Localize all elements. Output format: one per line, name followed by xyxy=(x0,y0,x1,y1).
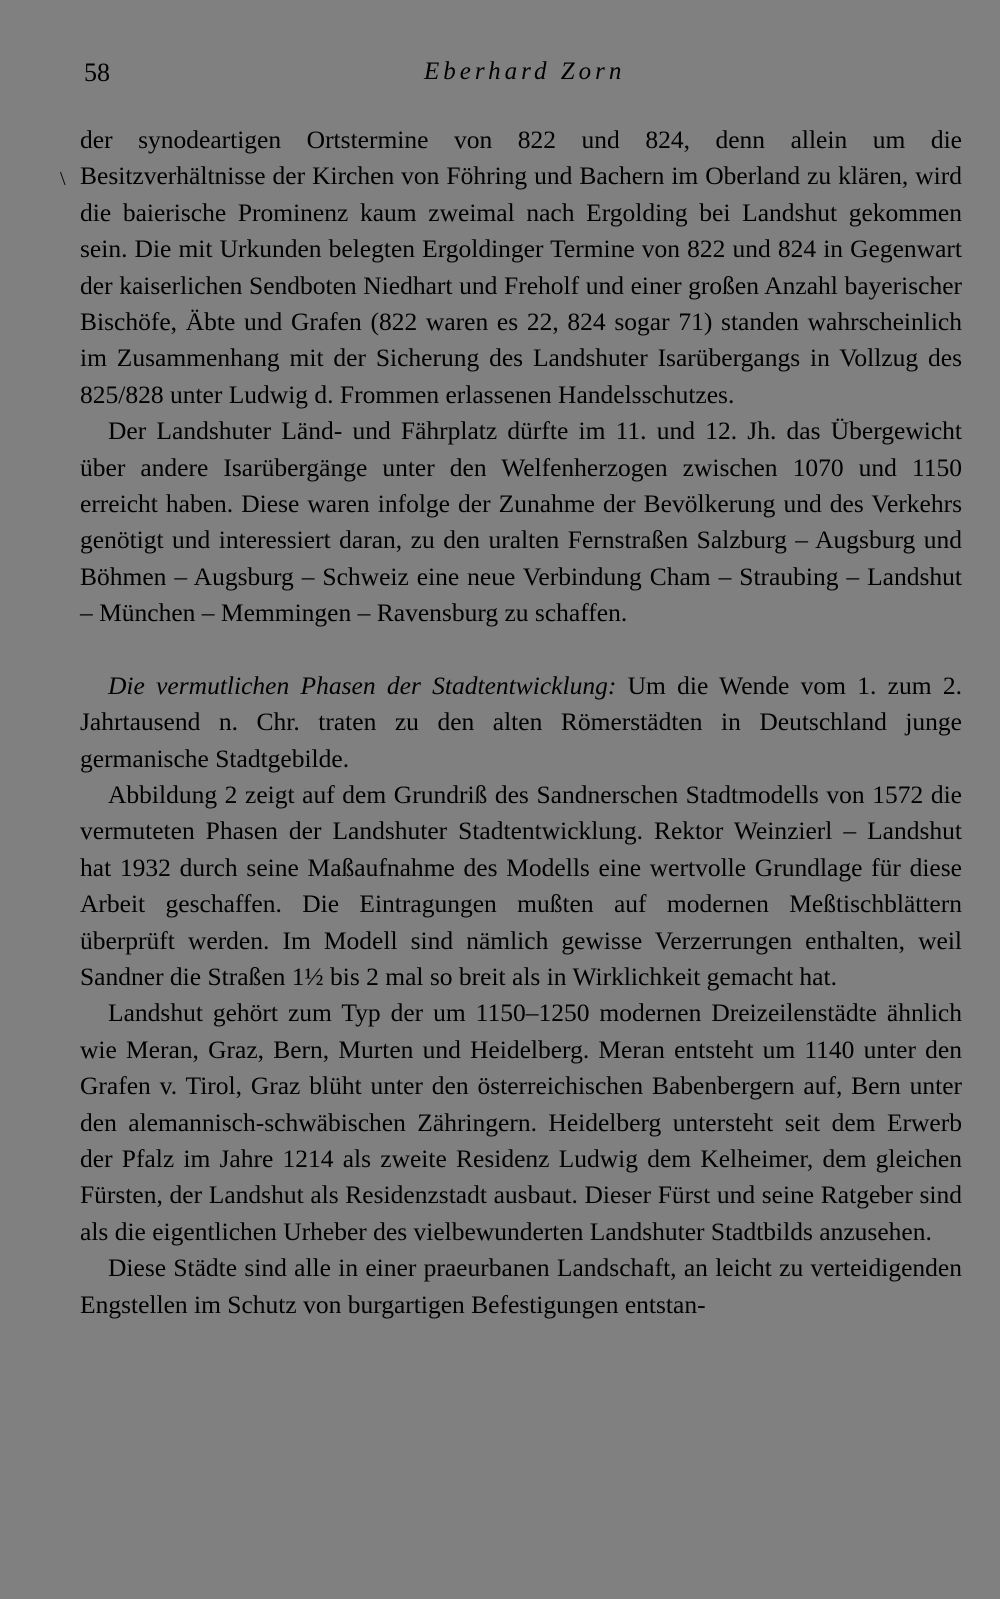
section-paragraph-phases xyxy=(80,668,962,777)
paragraph-abbildung: Abbildung 2 zeigt auf dem Grundriß des Sandnerschen Stadtmodells von 1572 die vermuteten Phasen der Landshuter Stadtentwicklung. Rektor Weinzierl – Landshut hat 1932 durch seine Maßaufnahme des Modells eine wertvolle Grundlage für diese Arbeit geschaffen. Die Eintragungen mußten auf modernen Meßtischblättern überprüft werden. Im Modell sind nämlich gewisse Verzerrungen enthalten, weil Sandner die Straßen 1½ bis 2 mal so breit als in Wirklichkeit gemacht hat. xyxy=(80,779,962,991)
section-heading: Die vermutlichen Phasen der Stadtentwicklung: xyxy=(108,670,617,700)
paragraph-praeurban: Diese Städte sind alle in einer praeurbanen Landschaft, an leicht zu verteidigenden Engstellen im Schutz von burgartigen Befestigungen entstan- xyxy=(80,1253,962,1319)
paragraph-dreizeilenstaedte: Landshut gehört zum Typ der um 1150–1250 modernen Dreizeilenstädte ähnlich wie Meran, Graz, Bern, Murten und Heidelberg. Meran entsteht um 1140 unter den Grafen v. Tirol, Graz blüht unter den österreichischen Babenbergern auf, Bern unter den alemannisch-schwäbischen Zähringern. Heidelberg untersteht seit dem Erwerb der Pfalz im Jahre 1214 als zweite Residenz Ludwig dem Kelheimer, dem gleichen Fürsten, der Landshut als Residenzstadt ausbaut. Dieser Fürst und seine Ratgeber sind als die eigentlichen Urheber des vielbewunderten Landshuter Stadtbilds anzusehen. xyxy=(80,998,962,1246)
margin-mark: \ xyxy=(60,168,66,190)
paragraph-continued: der synodeartigen Ortstermine von 822 und 824, denn allein um die Besitzverhältnisse der Kirchen von Föhring und Bachern im Oberland zu klären, wird die baierische Prominenz kaum zweimal nach Ergolding bei Landshut gekommen sein. Die mit Urkunden belegten Ergoldinger Termine von 822 und 824 in Gegenwart der kaiserlichen Sendboten Niedhart und Freholf und einer großen Anzahl bayerischer Bischöfe, Äbte und Grafen (822 waren es 22, 824 sogar 71) standen wahrscheinlich im Zusammenhang mit der Sicherung des Landshuter Isarübergangs in Vollzug des 825/828 unter Ludwig d. Frommen erlassenen Handelsschutzes. xyxy=(80,125,962,409)
section-intro: Um die Wende vom 1. zum 2. Jahrtausend n. Chr. traten zu den alten Römerstädten in Deutschland junge germanische Stadtgebilde. xyxy=(80,670,963,773)
page-header xyxy=(84,58,964,98)
body-text xyxy=(80,122,962,1323)
running-head-author: Eberhard Zorn xyxy=(424,58,626,85)
paragraph-landshut-crossing: Der Landshuter Länd- und Fährplatz dürfte im 11. und 12. Jh. das Übergewicht über andere Isarübergänge unter den Welfenherzogen zwischen 1070 und 1150 erreicht haben. Diese waren infolge der Zunahme der Bevölkerung und des Verkehrs genötigt und interessiert daran, zu den uralten Fernstraßen Salzburg – Augsburg und Böhmen – Augsburg – Schweiz eine neue Verbindung Cham – Straubing – Landshut – München – Memmingen – Ravensburg zu schaffen. xyxy=(80,416,962,628)
page-number: 58 xyxy=(84,58,110,87)
